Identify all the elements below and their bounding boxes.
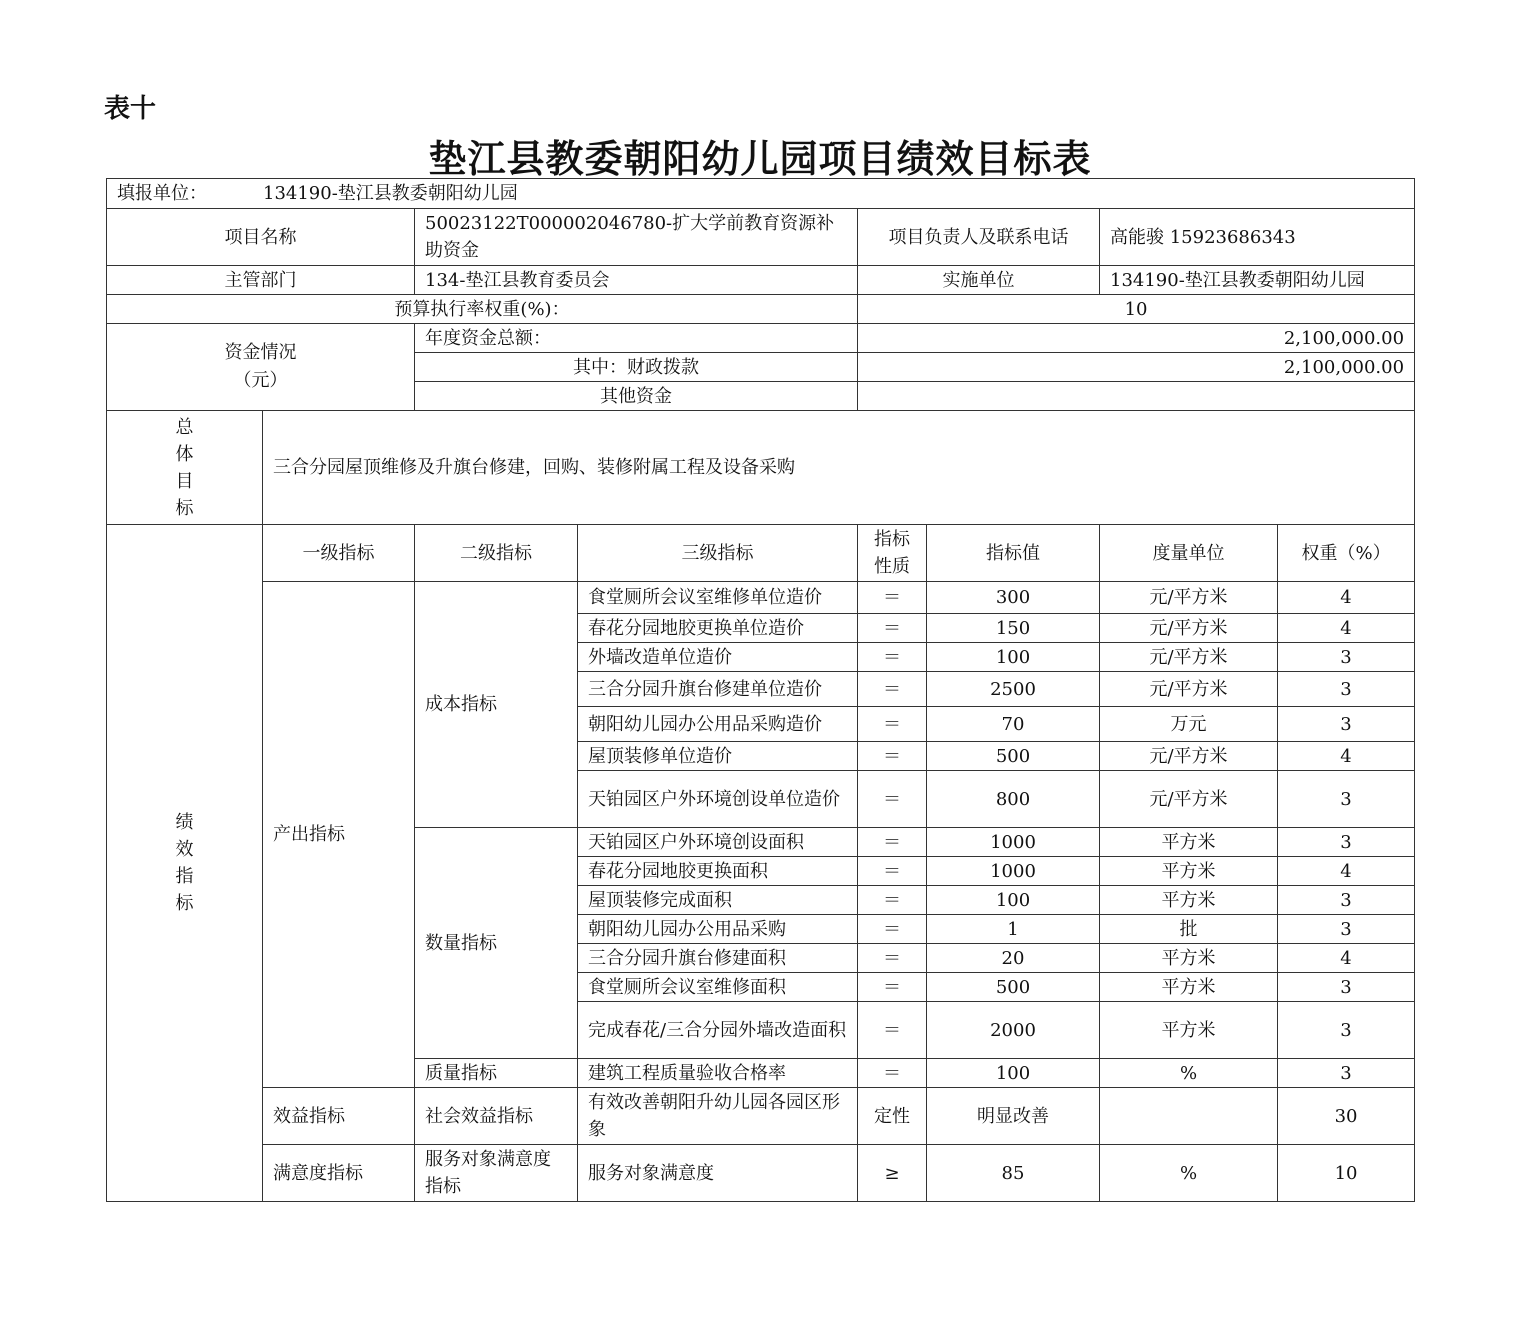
indicator-weight: 10	[1278, 1145, 1415, 1202]
indicator-weight: 30	[1278, 1088, 1415, 1145]
indicator-unit: 万元	[1100, 707, 1278, 742]
indicator-value: 1000	[927, 857, 1100, 886]
table-body	[107, 179, 1415, 1202]
reporting-unit-label: 填报单位：	[117, 183, 207, 204]
funds-label-line2: （元）	[233, 370, 288, 391]
indicator-value: 500	[927, 742, 1100, 771]
page-title: 垫江县教委朝阳幼儿园项目绩效目标表	[428, 136, 1092, 181]
indicator-nature: ＝	[858, 857, 927, 886]
performance-indicator-char: 指	[175, 866, 194, 887]
department-label: 主管部门	[107, 266, 415, 295]
indicator-value: 100	[927, 1059, 1100, 1088]
indicator-unit: 元/平方米	[1100, 582, 1278, 614]
indicator-nature: ＝	[858, 1059, 927, 1088]
indicator-name: 天铂园区户外环境创设面积	[578, 828, 858, 857]
indicator-name: 朝阳幼儿园办公用品采购	[578, 915, 858, 944]
indicator-value: 100	[927, 643, 1100, 672]
indicator-unit: 平方米	[1100, 944, 1278, 973]
indicator-value: 1000	[927, 828, 1100, 857]
header-level2: 二级指标	[415, 525, 578, 582]
level2-social: 社会效益指标	[415, 1088, 578, 1145]
header-nature-line1: 指标	[874, 529, 910, 550]
level1-output: 产出指标	[263, 582, 415, 1088]
indicator-weight: 3	[1278, 828, 1415, 857]
indicator-nature: ＝	[858, 973, 927, 1002]
indicator-name: 屋顶装修完成面积	[578, 886, 858, 915]
indicator-weight: 4	[1278, 857, 1415, 886]
indicator-name: 朝阳幼儿园办公用品采购造价	[578, 707, 858, 742]
performance-indicator-char: 效	[175, 839, 194, 860]
indicator-unit: 平方米	[1100, 973, 1278, 1002]
indicator-name: 食堂厕所会议室维修面积	[578, 973, 858, 1002]
indicator-weight: 3	[1278, 1059, 1415, 1088]
performance-indicator-label	[107, 525, 263, 1202]
indicator-name: 服务对象满意度	[578, 1145, 858, 1202]
indicator-weight: 4	[1278, 944, 1415, 973]
indicator-unit	[1100, 1088, 1278, 1145]
project-manager-label: 项目负责人及联系电话	[858, 209, 1100, 266]
department-row	[107, 266, 1415, 295]
project-name-value: 50023122T000002046780-扩大学前教育资源补助资金	[415, 209, 858, 266]
indicator-value: 100	[927, 886, 1100, 915]
indicator-name: 三合分园升旗台修建面积	[578, 944, 858, 973]
indicator-unit: 平方米	[1100, 828, 1278, 857]
project-manager-value: 高能骏 15923686343	[1100, 209, 1415, 266]
indicator-unit: 平方米	[1100, 1002, 1278, 1059]
budget-weight-row	[107, 295, 1415, 324]
reporting-unit-value: 134190-垫江县教委朝阳幼儿园	[263, 183, 518, 204]
annual-funds-value: 2,100,000.00	[858, 324, 1415, 353]
header-unit: 度量单位	[1100, 525, 1278, 582]
level2-service: 服务对象满意度指标	[415, 1145, 578, 1202]
level1-benefit: 效益指标	[263, 1088, 415, 1145]
indicator-unit: 元/平方米	[1100, 643, 1278, 672]
indicator-name: 建筑工程质量验收合格率	[578, 1059, 858, 1088]
indicator-value: 500	[927, 973, 1100, 1002]
header-level3: 三级指标	[578, 525, 858, 582]
indicator-name: 春花分园地胶更换单位造价	[578, 614, 858, 643]
overall-goal-row	[107, 411, 1415, 525]
level1-satisfaction: 满意度指标	[263, 1145, 415, 1202]
indicator-unit: %	[1100, 1059, 1278, 1088]
indicator-name: 完成春花/三合分园外墙改造面积	[578, 1002, 858, 1059]
indicator-unit: 元/平方米	[1100, 771, 1278, 828]
indicator-nature: 定性	[858, 1088, 927, 1145]
indicator-nature: ＝	[858, 672, 927, 707]
indicator-value: 明显改善	[927, 1088, 1100, 1145]
funds-label-line1: 资金情况	[224, 342, 297, 363]
funds-label	[107, 324, 415, 411]
indicator-weight: 3	[1278, 1002, 1415, 1059]
overall-goal-text: 三合分园屋顶维修及升旗台修建，回购、装修附属工程及设备采购	[263, 411, 1415, 525]
indicator-row	[107, 1145, 1415, 1202]
indicator-nature: ＝	[858, 742, 927, 771]
indicator-name: 有效改善朝阳升幼儿园各园区形象	[578, 1088, 858, 1145]
reporting-unit-row	[107, 179, 1415, 209]
performance-table	[106, 178, 1415, 1202]
other-funds-label: 其他资金	[415, 382, 858, 411]
indicator-value: 20	[927, 944, 1100, 973]
header-nature	[858, 525, 927, 582]
implementing-unit-label: 实施单位	[858, 266, 1100, 295]
indicator-unit: 平方米	[1100, 857, 1278, 886]
overall-goal-char: 总	[175, 416, 194, 438]
level2-cost: 成本指标	[415, 582, 578, 828]
indicator-name: 屋顶装修单位造价	[578, 742, 858, 771]
table-number: 表十	[104, 94, 157, 124]
indicator-row	[107, 582, 1415, 614]
fiscal-funds-label: 其中：财政拨款	[415, 353, 858, 382]
indicator-nature: ＝	[858, 771, 927, 828]
indicator-value: 300	[927, 582, 1100, 614]
overall-goal-char: 标	[175, 497, 194, 519]
indicator-weight: 3	[1278, 643, 1415, 672]
indicator-name: 春花分园地胶更换面积	[578, 857, 858, 886]
indicator-unit: 元/平方米	[1100, 742, 1278, 771]
header-nature-line2: 性质	[874, 556, 910, 577]
indicator-nature: ＝	[858, 614, 927, 643]
indicator-name: 天铂园区户外环境创设单位造价	[578, 771, 858, 828]
indicator-value: 70	[927, 707, 1100, 742]
project-name-row	[107, 209, 1415, 266]
indicator-weight: 3	[1278, 672, 1415, 707]
header-value: 指标值	[927, 525, 1100, 582]
performance-indicator-char: 标	[175, 893, 194, 914]
indicator-unit: 元/平方米	[1100, 672, 1278, 707]
indicator-header-row	[107, 525, 1415, 582]
indicator-nature: ≥	[858, 1145, 927, 1202]
indicator-weight: 4	[1278, 582, 1415, 614]
indicator-unit: %	[1100, 1145, 1278, 1202]
indicator-value: 150	[927, 614, 1100, 643]
project-name-label: 项目名称	[107, 209, 415, 266]
indicator-unit: 元/平方米	[1100, 614, 1278, 643]
indicator-nature: ＝	[858, 944, 927, 973]
budget-weight-label: 预算执行率权重(%)：	[107, 295, 858, 324]
indicator-weight: 4	[1278, 742, 1415, 771]
department-value: 134-垫江县教育委员会	[415, 266, 858, 295]
indicator-value: 85	[927, 1145, 1100, 1202]
indicator-nature: ＝	[858, 707, 927, 742]
indicator-weight: 4	[1278, 614, 1415, 643]
indicator-value: 2500	[927, 672, 1100, 707]
indicator-row	[107, 1088, 1415, 1145]
level2-quality: 质量指标	[415, 1059, 578, 1088]
indicator-value: 800	[927, 771, 1100, 828]
other-funds-value	[858, 382, 1415, 411]
indicator-value: 1	[927, 915, 1100, 944]
indicator-weight: 3	[1278, 973, 1415, 1002]
indicator-weight: 3	[1278, 771, 1415, 828]
indicator-unit: 平方米	[1100, 886, 1278, 915]
indicator-name: 三合分园升旗台修建单位造价	[578, 672, 858, 707]
fiscal-funds-value: 2,100,000.00	[858, 353, 1415, 382]
header-level1: 一级指标	[263, 525, 415, 582]
indicator-nature: ＝	[858, 1002, 927, 1059]
indicator-name: 食堂厕所会议室维修单位造价	[578, 582, 858, 614]
budget-weight-value: 10	[858, 295, 1415, 324]
annual-funds-label: 年度资金总额：	[415, 324, 858, 353]
indicator-weight: 3	[1278, 886, 1415, 915]
indicator-value: 2000	[927, 1002, 1100, 1059]
indicator-weight: 3	[1278, 707, 1415, 742]
overall-goal-char: 目	[175, 470, 194, 492]
header-weight: 权重（%）	[1278, 525, 1415, 582]
annual-funds-row	[107, 324, 1415, 353]
overall-goal-char: 体	[175, 443, 194, 465]
indicator-nature: ＝	[858, 886, 927, 915]
level2-quantity: 数量指标	[415, 828, 578, 1059]
indicator-nature: ＝	[858, 643, 927, 672]
overall-goal-label	[107, 411, 263, 525]
reporting-unit-cell	[107, 179, 1415, 209]
indicator-name: 外墙改造单位造价	[578, 643, 858, 672]
performance-indicator-char: 绩	[175, 812, 194, 833]
indicator-nature: ＝	[858, 582, 927, 614]
indicator-unit: 批	[1100, 915, 1278, 944]
indicator-nature: ＝	[858, 828, 927, 857]
indicator-nature: ＝	[858, 915, 927, 944]
indicator-weight: 3	[1278, 915, 1415, 944]
implementing-unit-value: 134190-垫江县教委朝阳幼儿园	[1100, 266, 1415, 295]
